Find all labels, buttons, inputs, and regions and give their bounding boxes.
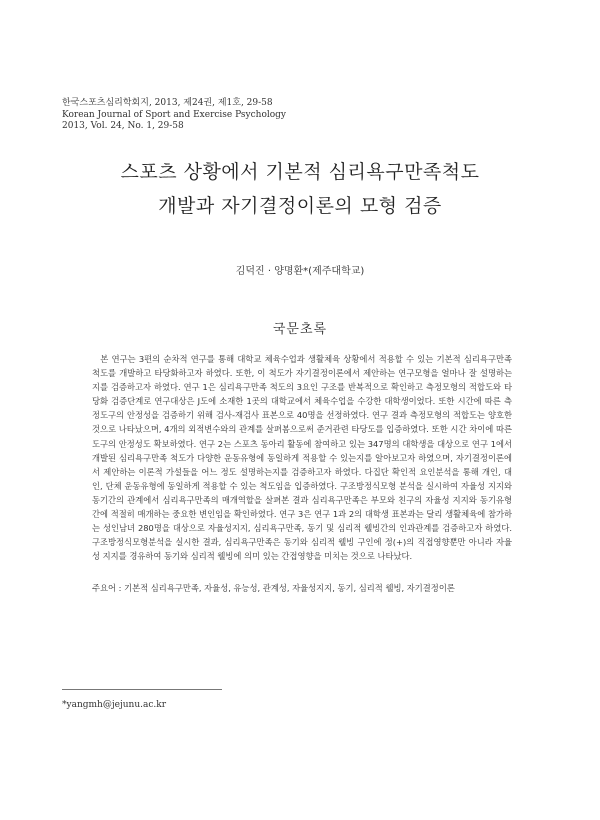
title-line-1: 스포츠 상황에서 기본적 심리욕구만족척도: [120, 161, 480, 183]
journal-korean-citation: 한국스포츠심리학회지, 2013, 제24권, 제1호, 29-58: [62, 98, 273, 108]
journal-english-name: Korean Journal of Sport and Exercise Psychology: [62, 109, 287, 120]
footnote-email: *yangmh@jejunu.ac.kr: [62, 700, 167, 710]
footnote-divider: [62, 689, 222, 690]
keywords: 주요어 : 기본적 심리욕구만족, 자율성, 유능성, 관계성, 자율성지지, 동기, 심리적 웰빙, 자기결정이론: [92, 583, 455, 593]
journal-english-citation: 2013, Vol. 24, No. 1, 29-58: [62, 121, 184, 131]
journal-header: [62, 98, 482, 133]
author-list: 김덕진 · 양명환*(제주대학교): [235, 266, 365, 277]
abstract: [92, 352, 512, 563]
abstract-heading: 국문초록: [272, 322, 328, 337]
abstract-body: 본 연구는 3편의 순차적 연구를 통해 대학교 체육수업과 생활체육 상황에서 적용할 수 있는 기본적 심리욕구만족 척도를 개발하고 타당화하고자 하였다. 또한, 이 척도가 자기결정이론에서 제안하는 연구모형을 얼마나 잘 설명하는지를 검증하고자 하였다. 연구 1은 심리욕구만족 척도의 3요인 구조를 반복적으로 확인하고 측정모형의 적합도와 타당화 검증단계로 연구대상은 J도에 소재한 1곳의 대학교에서 체육수업을 수강한 대학생이었다. 또한 시간에 따른 측정도구의 안정성을 검증하기 위해 검사-재검사 표본으로 40명을 선정하였다. 연구 결과 측정모형의 적합도는 양호한 것으로 나타났으며, 4개의 외적변수와의 관계를 살펴봄으로써 준거관련 타당도를 입증하였다. 또한 시간 차이에 따른 도구의 안정성도 확보하였다. 연구 2는 스포츠 동아리 활동에 참여하고 있는 347명의 대학생을 대상으로 연구 1에서 개발된 심리욕구만족 척도가 다양한 운동유형에 동일하게 적용할 수 있는지를 알아보고자 하였으며, 자기결정이론에서 제안하는 이론적 가설들을 어느 정도 설명하는지를 검증하고자 하였다. 다집단 확인적 요인분석을 통해 개인, 대인, 단체 운동유형에 동일하게 적용할 수 있는 척도임을 입증하였다. 구조방정식모형 분석을 실시하여 자율성 지지와 동기간의 관계에서 심리욕구만족의 매개역할을 살펴본 결과 심리욕구만족은 부모와 친구의 자율성 지지와 동기유형간에 적절히 매개하는 중요한 변인임을 확인하였다. 연구 3은 연구 1과 2의 대학생 표본과는 달리 생활체육에 참가하는 성인남녀 280명을 대상으로 자율성지지, 심리욕구만족, 동기 및 심리적 웰빙간의 인과관계를 검증하고자 하였다. 구조방정식모형분석을 실시한 결과, 심리욕구만족은 동기와 심리적 웰빙 구인에 정(+)의 직접영향뿐만 아니라 자율성 지지를 경유하여 동기와 심리적 웰빙에 의미 있는 간접영향을 미치는 것으로 나타났다.: [92, 354, 513, 562]
title-line-2: 개발과 자기결정이론의 모형 검증: [158, 195, 442, 217]
paper-title: [0, 155, 600, 223]
